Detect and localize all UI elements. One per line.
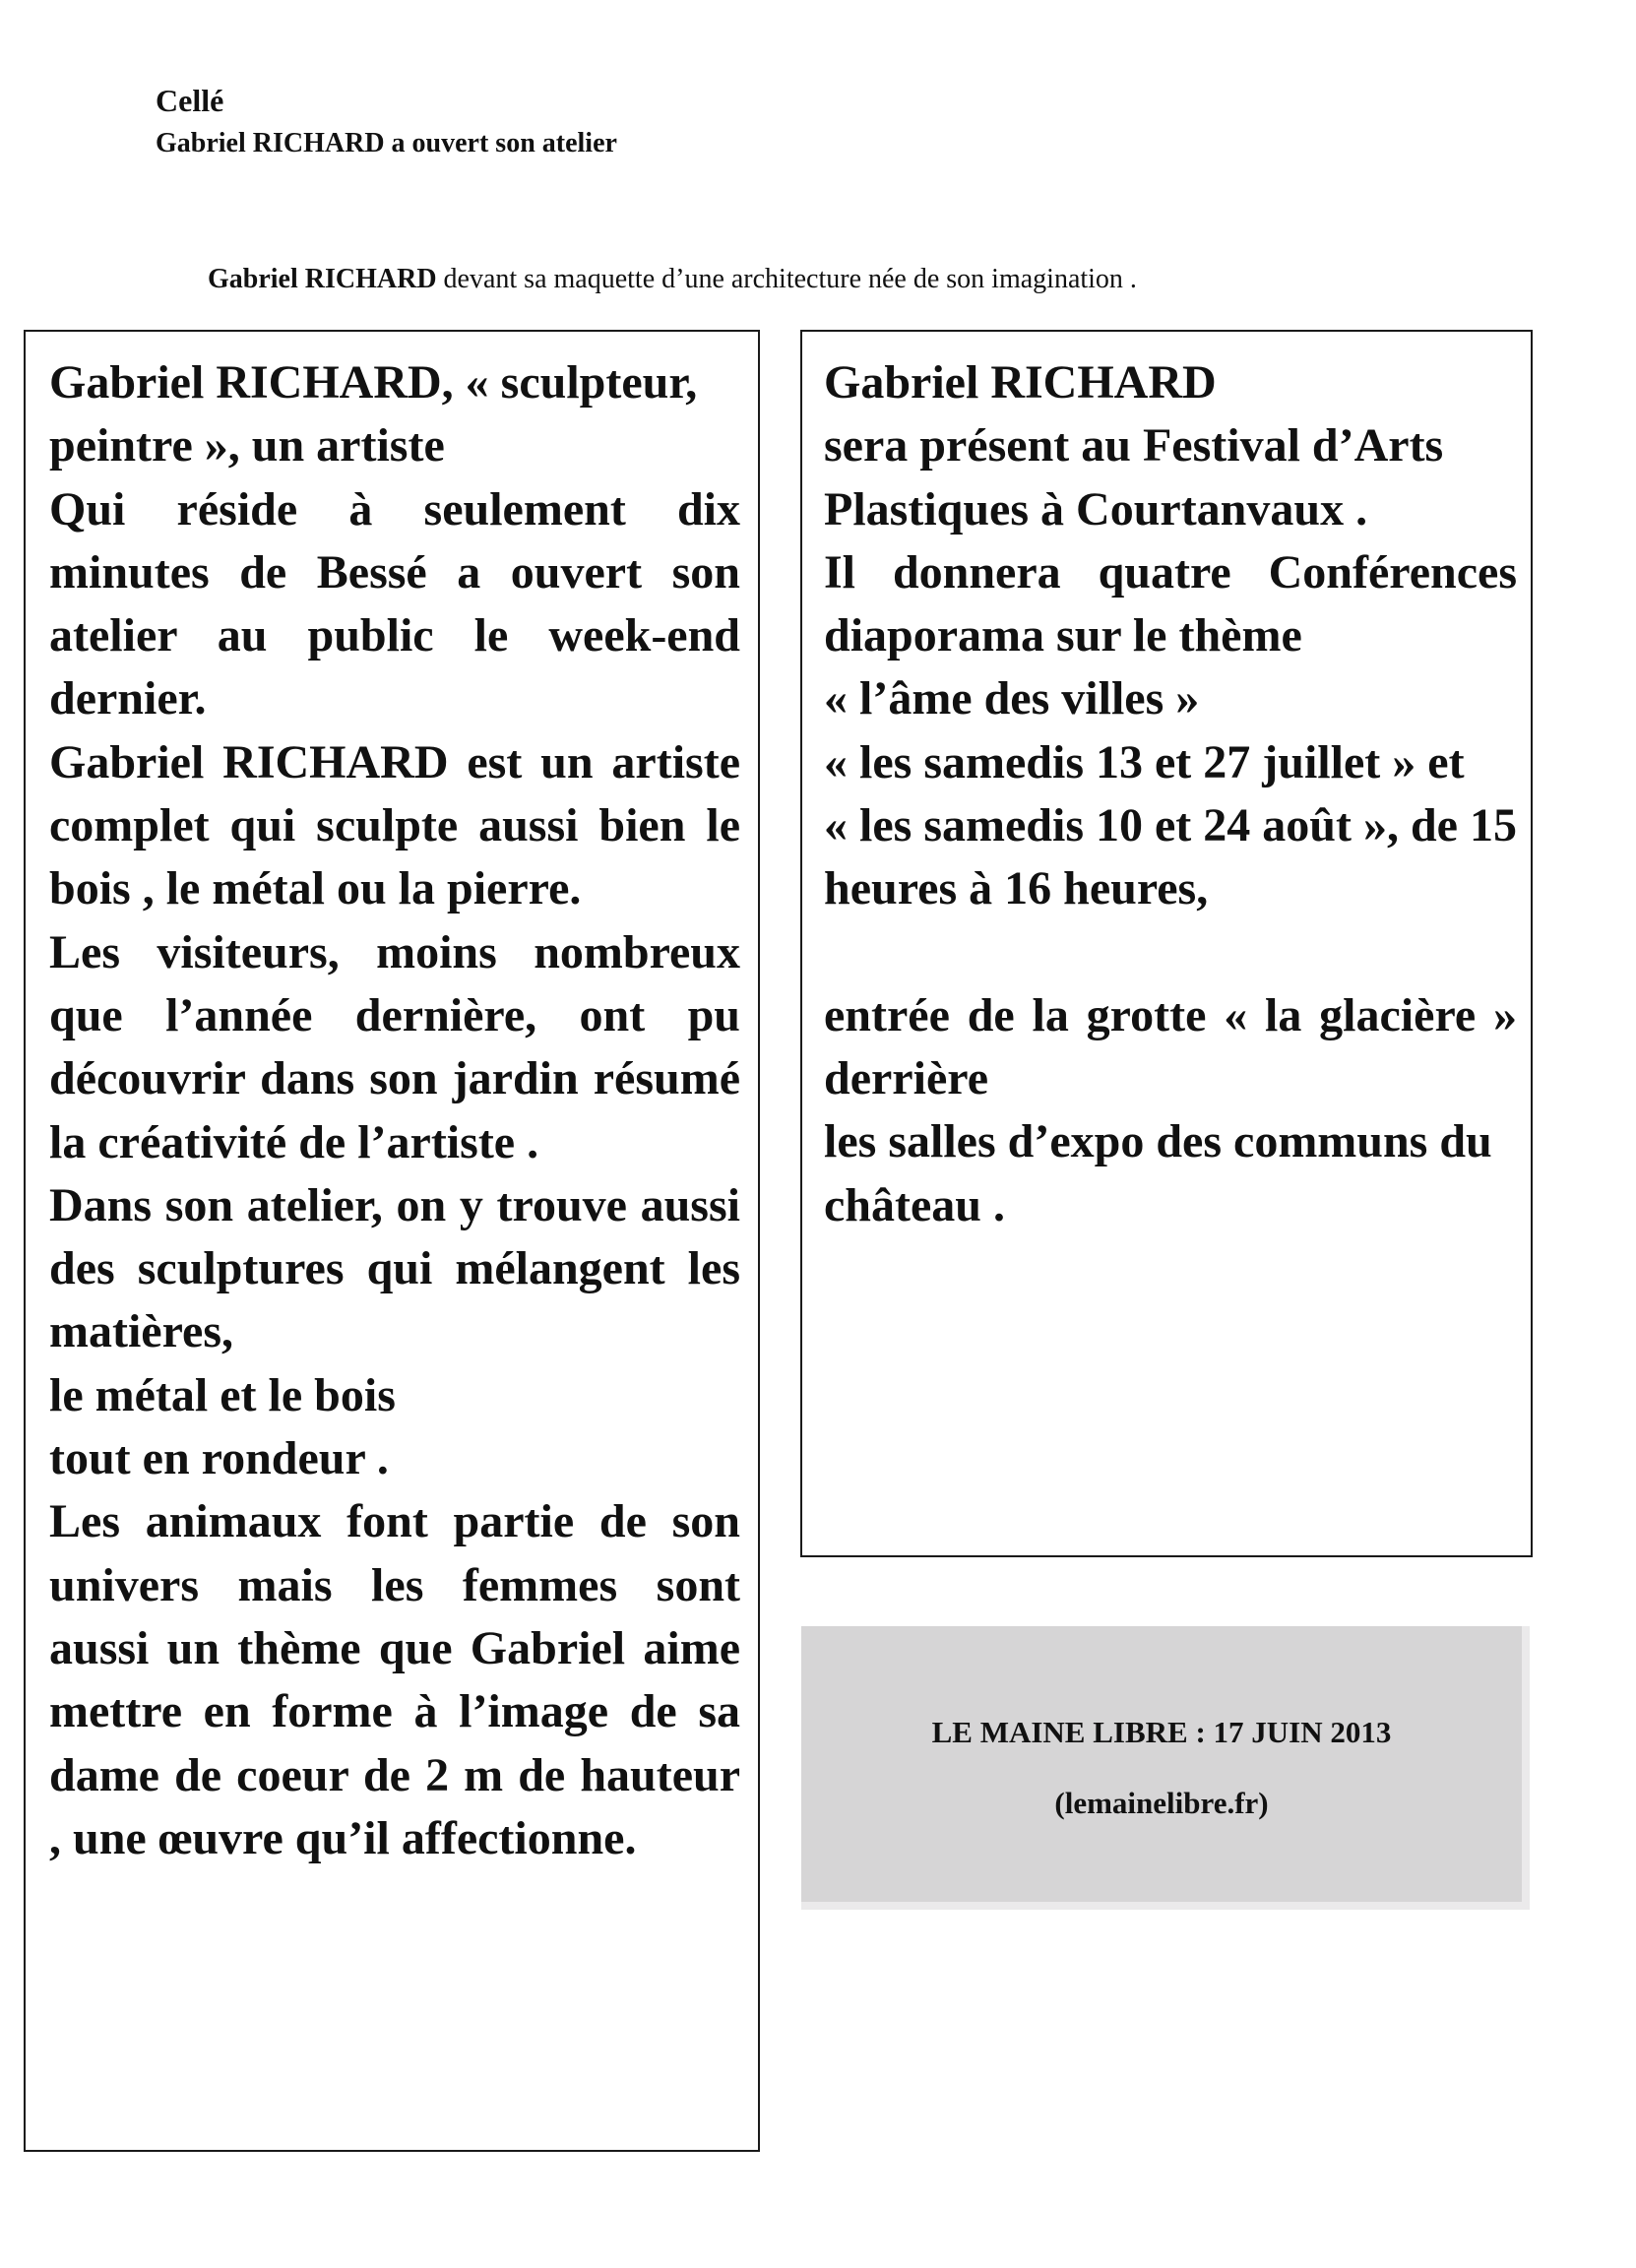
article-left-column [24, 330, 760, 2152]
right-paragraph-grotte: entrée de la grotte « la glacière » derrière [824, 988, 1517, 1104]
right-paragraph-salles: les salles d’expo des communs du château . [824, 1115, 1492, 1231]
right-paragraph-august-dates: « les samedis 10 et 24 août », de 15 heures à 16 heures, [824, 799, 1517, 915]
town-name: Cellé [156, 83, 224, 118]
source-credit-box [801, 1626, 1530, 1910]
left-paragraph-complete-artist: Gabriel RICHARD est un artiste complet qui sculpte aussi bien le bois , le métal ou la pierre. [49, 735, 740, 915]
left-paragraph-residence: Qui réside à seulement dix minutes de Bessé a ouvert son atelier au public le week-end dernier. [49, 482, 740, 725]
source-website: (lemainelibre.fr) [1054, 1786, 1269, 1820]
left-paragraph-animals: Les animaux font partie de son univers mais les femmes sont aussi un thème que Gabriel aime mettre en forme à l’image de sa dame de coeur de 2 m de hauteur , une œuvre qu’il affectionne. [49, 1495, 740, 1864]
right-column-text [824, 351, 1517, 1237]
left-paragraph-intro-text: Gabriel RICHARD, « sculpteur, peintre », un artiste [49, 356, 698, 472]
left-paragraph-visitors: Les visiteurs, moins nombreux que l’année dernière, ont pu découvrir dans son jardin résumé la créativité de l’artiste . [49, 925, 740, 1168]
right-paragraph-festival: sera présent au Festival d’Arts Plastiques à Courtanvaux . [824, 419, 1444, 536]
article-headline: Gabriel RICHARD a ouvert son atelier [156, 128, 617, 158]
photo-caption [208, 262, 1137, 297]
article-right-column [800, 330, 1533, 1557]
left-paragraph-materials: le métal et le bois [49, 1368, 396, 1421]
right-paragraph-theme: « l’âme des villes » [824, 672, 1200, 725]
right-paragraph-conferences: Il donnera quatre Conférences diaporama sur le thème [824, 545, 1517, 662]
left-paragraph-intro [49, 351, 740, 478]
left-paragraph-atelier: Dans son atelier, on y trouve aussi des sculptures qui mélangent les matières, [49, 1178, 740, 1358]
left-column-text [49, 351, 740, 1870]
caption-text: devant sa maquette d’une architecture née de son imagination . [436, 264, 1137, 294]
right-paragraph-july-dates: « les samedis 13 et 27 juillet » et [824, 735, 1465, 788]
source-newspaper-date: LE MAINE LIBRE : 17 JUIN 2013 [931, 1715, 1392, 1749]
left-paragraph-rondeur: tout en rondeur . [49, 1432, 389, 1485]
caption-name: Gabriel RICHARD [208, 264, 437, 294]
right-paragraph-name: Gabriel RICHARD [824, 356, 1217, 409]
